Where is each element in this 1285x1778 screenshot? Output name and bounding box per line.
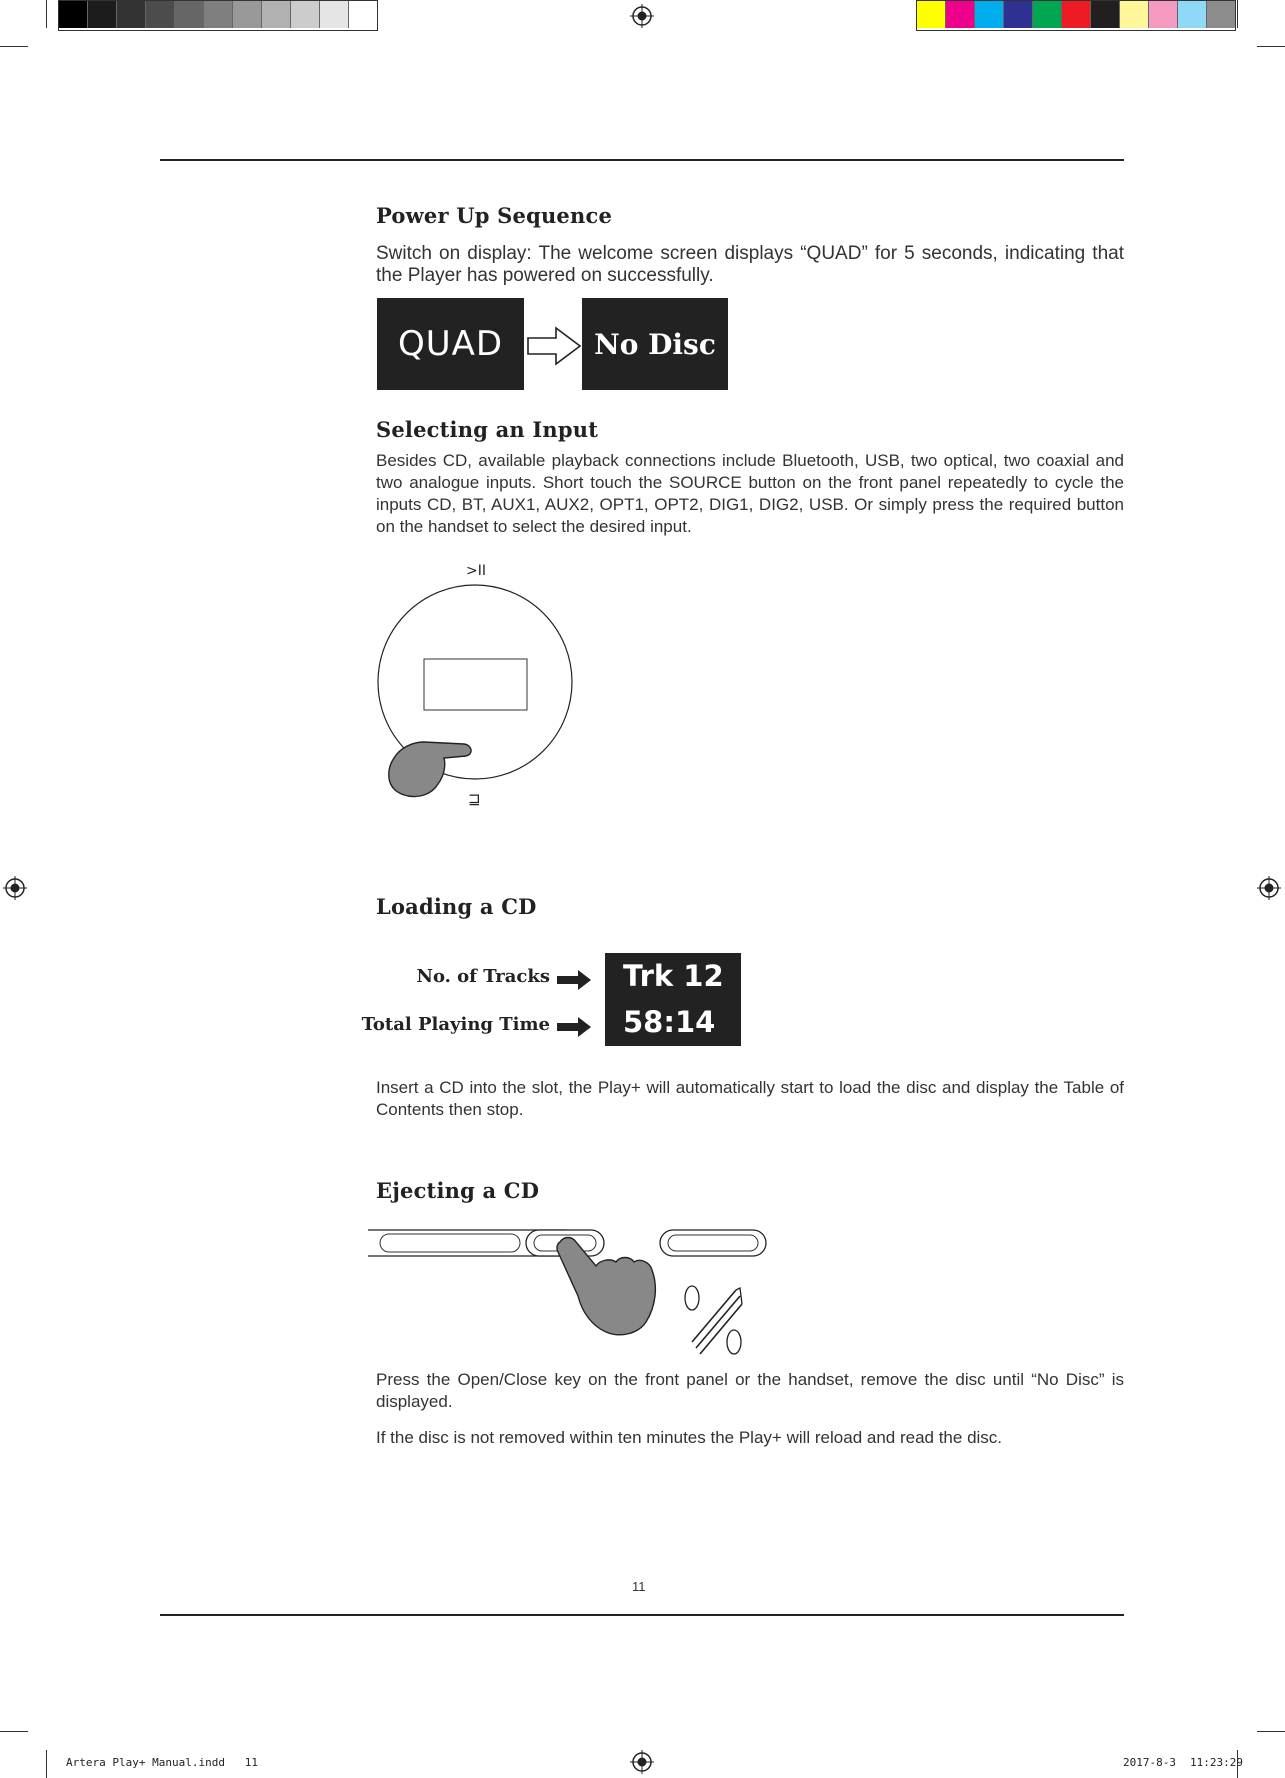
pointing-hand-icon bbox=[386, 736, 476, 800]
color-swatch bbox=[1120, 1, 1149, 28]
registration-mark-icon bbox=[3, 876, 27, 900]
gray-swatch bbox=[117, 1, 146, 28]
crop-mark bbox=[1257, 46, 1285, 47]
crop-mark bbox=[0, 1731, 28, 1732]
arrow-right-icon bbox=[526, 326, 582, 366]
disc-ejecting-icon bbox=[678, 1284, 744, 1356]
color-swatch bbox=[1207, 1, 1235, 28]
power-up-text: Switch on display: The welcome screen displays “QUAD” for 5 seconds, indicating that the Player has powered on successfully. bbox=[376, 243, 1124, 286]
display-no-disc: No Disc bbox=[582, 298, 728, 390]
gray-swatch bbox=[204, 1, 233, 28]
loading-cd-text: Insert a CD into the slot, the Play+ will automatically start to load the disc and display the Table of Contents then stop. bbox=[376, 1078, 1124, 1119]
color-swatch bbox=[917, 1, 946, 28]
color-swatch bbox=[946, 1, 975, 28]
registration-mark-icon bbox=[1257, 876, 1281, 900]
arrow-right-icon bbox=[556, 1016, 592, 1038]
gray-swatch bbox=[349, 1, 377, 28]
footer-rule bbox=[160, 1614, 1124, 1616]
page-number: 11 bbox=[632, 1579, 646, 1594]
crop-mark bbox=[46, 1750, 47, 1778]
display-track-count: Trk 12 bbox=[623, 959, 724, 993]
section-title-power-up: Power Up Sequence bbox=[376, 203, 613, 228]
color-swatch bbox=[1178, 1, 1207, 28]
gray-swatch bbox=[291, 1, 320, 28]
grayscale-color-bar bbox=[58, 0, 378, 31]
selecting-input-text: Besides CD, available playback connections include Bluetooth, USB, two optical, two coaxial and two analogue inputs. Short touch the SOURCE button on the front panel repeatedly to cycle the inputs CD, BT, AUX1, AUX2, OPT1, OPT2, DIG1, DIG2, USB. Or simply press the required button on the handset to select the desired input. bbox=[376, 451, 1124, 536]
crop-mark bbox=[1237, 0, 1238, 28]
footer-file-name: Artera Play+ Manual.indd 11 bbox=[66, 1756, 259, 1769]
header-rule bbox=[160, 159, 1124, 161]
section-title-loading-cd: Loading a CD bbox=[376, 894, 537, 919]
display-total-time: 58:14 bbox=[623, 1005, 716, 1039]
gray-swatch bbox=[59, 1, 88, 28]
registration-mark-icon bbox=[630, 4, 654, 28]
footer-time: 11:23:29 bbox=[1190, 1756, 1243, 1769]
color-swatch bbox=[1091, 1, 1120, 28]
color-swatch bbox=[1062, 1, 1091, 28]
gray-swatch bbox=[88, 1, 117, 28]
play-pause-symbol: >II bbox=[466, 563, 486, 579]
label-total-playing-time: Total Playing Time bbox=[361, 1014, 550, 1035]
gray-swatch bbox=[262, 1, 291, 28]
gray-swatch bbox=[175, 1, 204, 28]
crop-mark bbox=[0, 46, 28, 47]
gray-swatch bbox=[146, 1, 175, 28]
display-cd-toc bbox=[605, 953, 741, 1046]
process-color-bar bbox=[916, 0, 1236, 31]
ejecting-cd-text-1: Press the Open/Close key on the front panel or the handset, remove the disc until “No Disc” is displayed. bbox=[376, 1370, 1124, 1411]
gray-swatch bbox=[320, 1, 349, 28]
section-title-selecting-input: Selecting an Input bbox=[376, 417, 599, 442]
color-swatch bbox=[975, 1, 1004, 28]
registration-mark-icon bbox=[630, 1750, 654, 1774]
color-swatch bbox=[1149, 1, 1178, 28]
section-title-ejecting-cd: Ejecting a CD bbox=[376, 1178, 540, 1203]
crop-mark bbox=[46, 0, 47, 28]
footer-date: 2017-8-3 bbox=[1123, 1756, 1176, 1769]
color-swatch bbox=[1033, 1, 1062, 28]
crop-mark bbox=[1257, 1731, 1285, 1732]
arrow-right-icon bbox=[556, 969, 592, 991]
gray-swatch bbox=[233, 1, 262, 28]
display-quad: QUAD bbox=[377, 298, 524, 390]
source-symbol: ⊒ bbox=[468, 790, 481, 808]
ejecting-cd-text-2: If the disc is not removed within ten minutes the Play+ will reload and read the disc. bbox=[376, 1428, 1003, 1447]
label-number-of-tracks: No. of Tracks bbox=[416, 966, 550, 987]
color-swatch bbox=[1004, 1, 1033, 28]
pressing-hand-icon bbox=[556, 1236, 662, 1340]
